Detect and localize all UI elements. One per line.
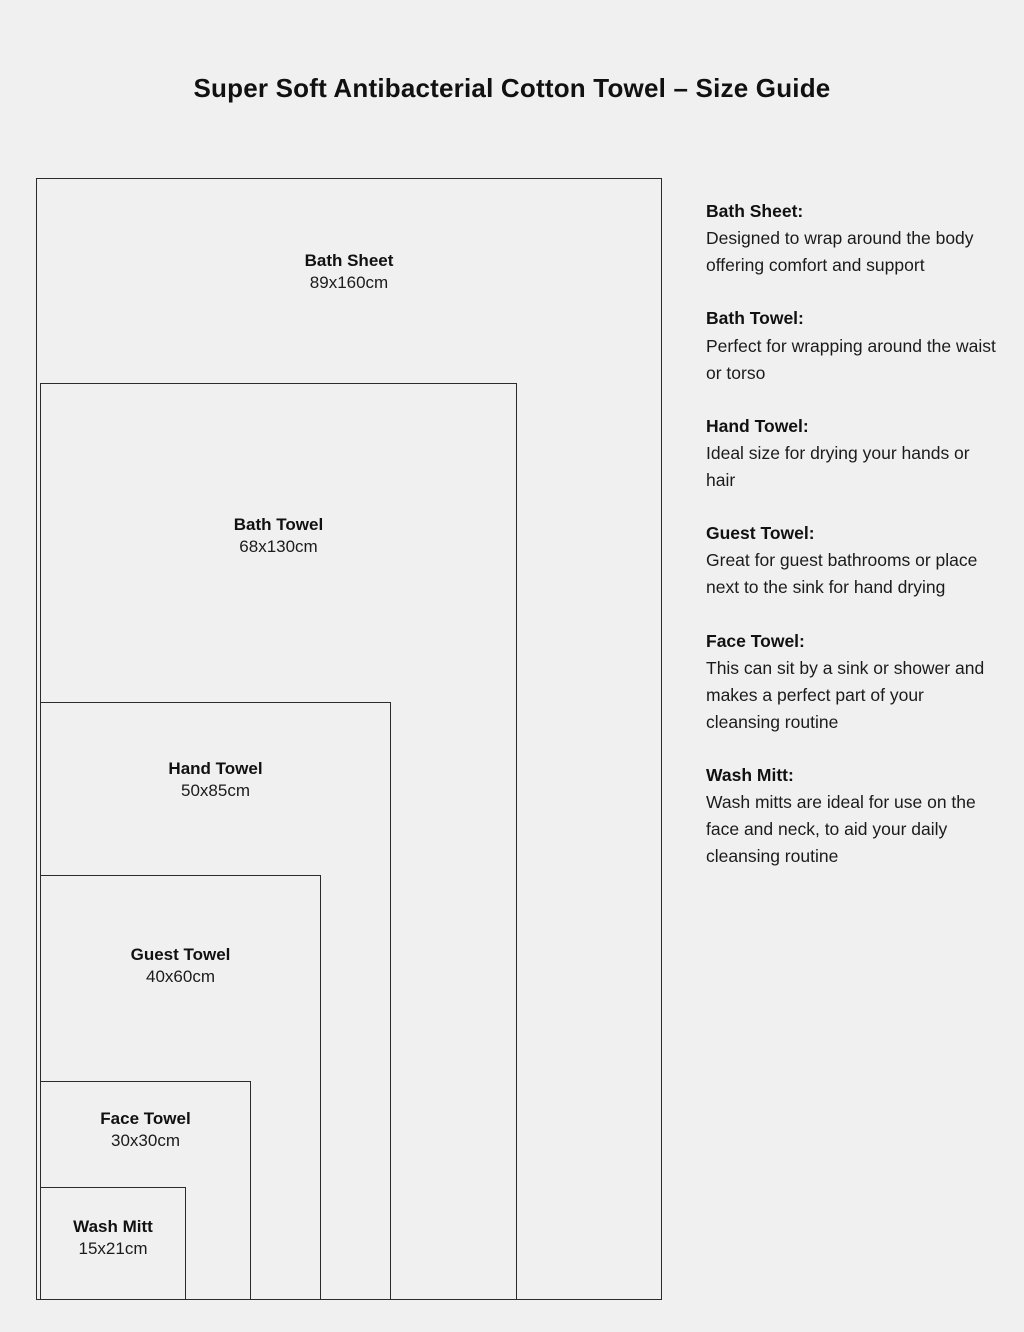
legend-description-guest-towel: Great for guest bathrooms or place next to the sink for hand drying bbox=[706, 550, 978, 598]
towel-name-bath-sheet: Bath Sheet bbox=[304, 251, 394, 270]
towel-name-wash-mitt: Wash Mitt bbox=[73, 1217, 153, 1236]
legend-entry-hand-towel bbox=[706, 413, 996, 494]
size-diagram bbox=[36, 178, 662, 1300]
legend-term-bath-towel: Bath Towel: bbox=[706, 308, 804, 329]
towel-name-hand-towel: Hand Towel bbox=[168, 759, 263, 778]
legend-description-bath-towel: Perfect for wrapping around the waist or torso bbox=[706, 335, 996, 383]
towel-dimensions-hand-towel: 50x85cm bbox=[181, 781, 250, 801]
legend-term-hand-towel: Hand Towel: bbox=[706, 415, 809, 436]
towel-name-bath-towel: Bath Towel bbox=[233, 515, 324, 534]
legend-description-wash-mitt: Wash mitts are ideal for use on the face and neck, to aid your daily cleansing routine bbox=[706, 792, 976, 867]
legend-term-guest-towel: Guest Towel: bbox=[706, 523, 815, 544]
legend-description-face-towel: This can sit by a sink or shower and makes a perfect part of your cleansing routine bbox=[706, 657, 985, 732]
towel-label-guest-towel bbox=[40, 944, 321, 989]
towel-dimensions-wash-mitt: 15x21cm bbox=[78, 1239, 148, 1259]
towel-label-bath-sheet bbox=[36, 250, 662, 295]
legend-entry-bath-sheet bbox=[706, 198, 996, 279]
legend-entry-guest-towel bbox=[706, 520, 996, 601]
legend-description-hand-towel: Ideal size for drying your hands or hair bbox=[706, 442, 970, 490]
legend-entry-face-towel bbox=[706, 628, 996, 737]
towel-label-face-towel bbox=[40, 1108, 251, 1153]
legend-term-wash-mitt: Wash Mitt: bbox=[706, 765, 794, 785]
towel-label-bath-towel bbox=[40, 514, 517, 559]
towel-dimensions-bath-towel: 68x130cm bbox=[239, 537, 318, 557]
legend-panel bbox=[706, 198, 996, 871]
towel-dimensions-face-towel: 30x30cm bbox=[111, 1131, 180, 1151]
towel-name-face-towel: Face Towel bbox=[100, 1109, 191, 1128]
towel-dimensions-bath-sheet: 89x160cm bbox=[309, 273, 389, 293]
towel-name-guest-towel: Guest Towel bbox=[130, 945, 231, 964]
legend-term-face-towel: Face Towel: bbox=[706, 630, 805, 651]
legend-entry-wash-mitt bbox=[706, 762, 996, 871]
legend-term-bath-sheet: Bath Sheet: bbox=[706, 201, 804, 221]
towel-label-wash-mitt bbox=[40, 1216, 186, 1261]
legend-description-bath-sheet: Designed to wrap around the body offering comfort and support bbox=[706, 228, 974, 276]
legend-entry-bath-towel bbox=[706, 305, 996, 386]
towel-label-hand-towel bbox=[40, 758, 391, 803]
towel-dimensions-guest-towel: 40x60cm bbox=[146, 967, 215, 987]
page-title: Super Soft Antibacterial Cotton Towel – Size Guide bbox=[193, 73, 831, 104]
